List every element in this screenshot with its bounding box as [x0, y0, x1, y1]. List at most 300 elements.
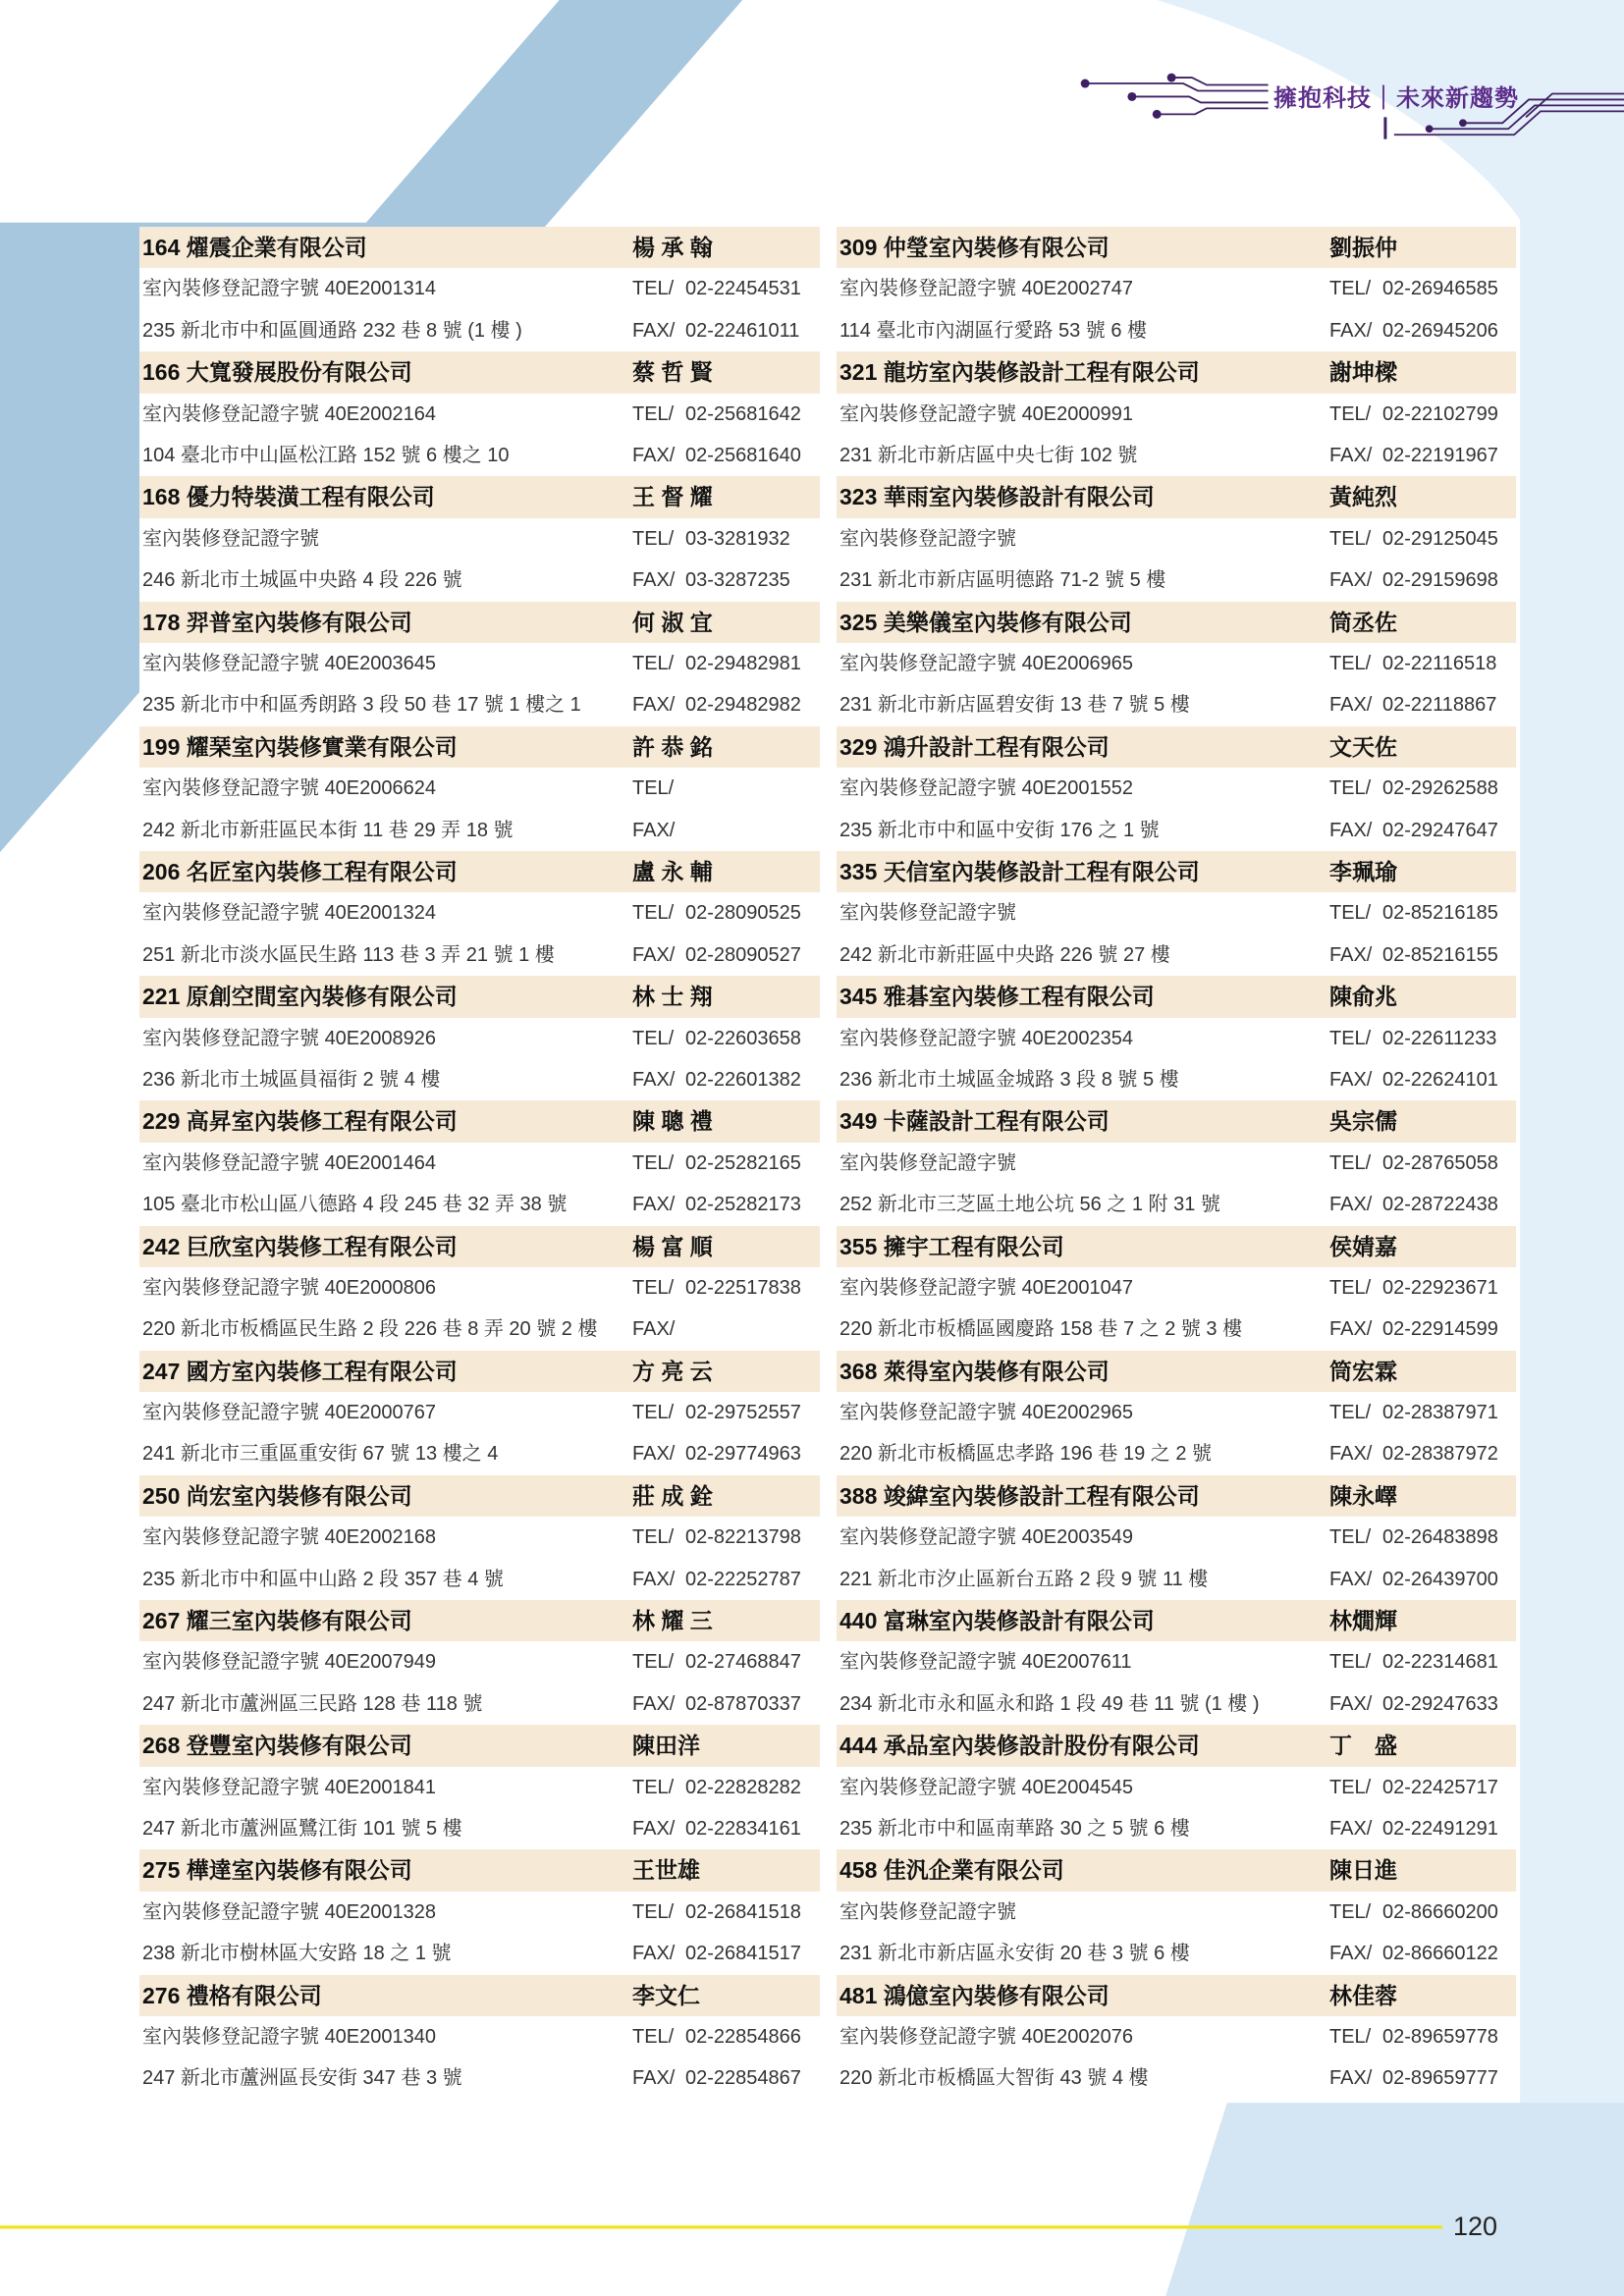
- tel: [1329, 394, 1516, 435]
- license: [139, 394, 632, 435]
- directory-entry: [837, 1351, 1516, 1475]
- tel: [632, 1392, 820, 1433]
- contact-person: 李文仁: [632, 1982, 700, 2008]
- directory-entry: [139, 1226, 820, 1351]
- fax: [632, 1059, 820, 1100]
- license-number: 40E2002965: [1021, 1402, 1134, 1424]
- entry-title: [837, 476, 1329, 517]
- address: 231 新北市新店區永安街 20 巷 3 號 6 樓: [839, 1943, 1190, 1965]
- license-number: 40E2006965: [1021, 652, 1134, 674]
- fax-number: 02-28722438: [1382, 1194, 1498, 1216]
- entry-title: [837, 726, 1329, 768]
- entry-header: [139, 1100, 820, 1142]
- license: [139, 1143, 632, 1184]
- tel: [632, 1767, 820, 1808]
- directory-entry: [139, 1351, 820, 1475]
- company-name: 美樂儀室內裝修有限公司: [883, 609, 1132, 635]
- license: [837, 643, 1329, 684]
- tel-label: TEL/: [632, 1900, 675, 1923]
- fax-number: 03-3287235: [685, 569, 790, 592]
- entry-number: 242: [142, 1233, 181, 1259]
- license: [837, 268, 1329, 309]
- directory-entry: [837, 602, 1516, 726]
- license-row: [837, 892, 1516, 934]
- address-row: [837, 435, 1516, 476]
- company-name: 萊得室內裝修有限公司: [883, 1358, 1110, 1384]
- tel-number: 02-22102799: [1382, 402, 1498, 425]
- address: 234 新北市永和區永和路 1 段 49 巷 11 號 (1 樓 ): [839, 1692, 1260, 1715]
- tel-number: 02-25681642: [685, 402, 801, 425]
- tel: [1329, 1143, 1516, 1184]
- fax-number: 02-22461011: [685, 319, 800, 342]
- fax-number: 02-85216155: [1382, 943, 1498, 966]
- fax-number: 02-28387972: [1382, 1443, 1498, 1466]
- entry-header: [139, 351, 820, 393]
- license: [139, 892, 632, 934]
- license-row: [139, 892, 820, 934]
- address-row: [139, 2057, 820, 2099]
- entry-number: 178: [142, 609, 181, 635]
- fax-label: FAX/: [1329, 1943, 1373, 1965]
- fax-number: 02-26945206: [1382, 319, 1498, 342]
- contact-person: 謝坤樑: [1329, 359, 1397, 386]
- fax-label: FAX/: [632, 1443, 676, 1466]
- tel: [632, 1018, 820, 1059]
- contact-person: 楊 承 翰: [632, 235, 713, 260]
- fax: [632, 1308, 820, 1350]
- license: [139, 518, 632, 560]
- left-column: [139, 227, 820, 2100]
- address-row: [139, 560, 820, 601]
- fax-label: FAX/: [1329, 1443, 1373, 1466]
- entry-header: [139, 1849, 820, 1891]
- entry-number: 335: [839, 858, 878, 884]
- tel-label: TEL/: [632, 278, 675, 300]
- license: [837, 1767, 1329, 1808]
- address: 235 新北市中和區中安街 176 之 1 號: [839, 819, 1160, 841]
- license: [139, 1392, 632, 1433]
- license-label: 室內裝修登記證字號: [839, 777, 1016, 800]
- entry-header: [837, 1975, 1516, 2016]
- address-row: [139, 435, 820, 476]
- entry-title: [139, 1849, 632, 1891]
- license-number: 40E2000767: [324, 1402, 437, 1424]
- license-label: 室內裝修登記證字號: [839, 2026, 1016, 2049]
- entry-header: [837, 351, 1516, 393]
- directory-entry: [837, 1849, 1516, 1974]
- address: 220 新北市板橋區大智街 43 號 4 樓: [839, 2067, 1149, 2090]
- directory-entry: [139, 1725, 820, 1849]
- license-label: 室內裝修登記證字號: [142, 1027, 319, 1049]
- address-row: [837, 1559, 1516, 1600]
- entry-header: [139, 851, 820, 892]
- license-row: [837, 1767, 1516, 1808]
- directory-entry: [837, 1975, 1516, 2100]
- tel: [632, 1641, 820, 1682]
- entry-title: [837, 602, 1329, 643]
- entry-number: 321: [839, 359, 878, 386]
- fax-number: 02-86660122: [1382, 1943, 1498, 1965]
- tel-label: TEL/: [1329, 1651, 1372, 1674]
- entry-header: [139, 1725, 820, 1766]
- entry-number: 309: [839, 235, 878, 260]
- entry-number: 458: [839, 1857, 878, 1884]
- license: [837, 768, 1329, 809]
- address: 236 新北市土城區員福街 2 號 4 樓: [142, 1068, 441, 1091]
- contact-person: 盧 永 輔: [632, 858, 713, 884]
- entry-number: 168: [142, 484, 181, 510]
- contact-person: 蔡 哲 賢: [632, 359, 713, 386]
- license: [837, 1267, 1329, 1308]
- address-row: [139, 1184, 820, 1225]
- tel-label: TEL/: [632, 652, 675, 674]
- address-row: [139, 810, 820, 851]
- fax-number: 02-22624101: [1382, 1068, 1498, 1091]
- fax: [1329, 1683, 1516, 1725]
- license-number: 40E2001841: [324, 1776, 437, 1798]
- fax-label: FAX/: [1329, 1568, 1373, 1590]
- tel: [632, 1143, 820, 1184]
- license: [139, 1267, 632, 1308]
- fax-number: 02-29159698: [1382, 569, 1498, 592]
- entry-number: 325: [839, 609, 878, 635]
- entry-number: 444: [839, 1733, 878, 1759]
- fax-label: FAX/: [632, 1194, 676, 1216]
- entry-number: 267: [142, 1608, 181, 1634]
- license-number: 40E2001047: [1021, 1276, 1134, 1299]
- entry-number: 229: [142, 1108, 181, 1135]
- tel-number: 02-89659778: [1382, 2026, 1498, 2049]
- license: [837, 1892, 1329, 1933]
- address: 105 臺北市松山區八德路 4 段 245 巷 32 弄 38 號: [142, 1194, 568, 1216]
- tel-label: TEL/: [1329, 1151, 1372, 1174]
- license-number: 40E2003549: [1021, 1526, 1134, 1549]
- license-number: 40E2002354: [1021, 1027, 1134, 1049]
- tel-number: 02-22603658: [685, 1027, 801, 1049]
- fax-number: 02-89659777: [1382, 2067, 1498, 2090]
- company-name: 原創空間室內裝修有限公司: [186, 984, 458, 1010]
- entry-title: [837, 1100, 1329, 1142]
- tel: [1329, 1641, 1516, 1682]
- contact-person: 吳宗儒: [1329, 1108, 1397, 1135]
- tel: [632, 268, 820, 309]
- fax-number: 02-25681640: [685, 444, 801, 466]
- entry-title: [139, 1475, 632, 1517]
- entry-header: [837, 1100, 1516, 1142]
- license-label: 室內裝修登記證字號: [142, 1402, 319, 1424]
- license-row: [139, 2016, 820, 2057]
- entry-title: [139, 476, 632, 517]
- tel-label: TEL/: [1329, 1027, 1372, 1049]
- license-number: 40E2001340: [324, 2026, 437, 2049]
- license-label: 室內裝修登記證字號: [142, 1276, 319, 1299]
- license-number: 40E2000991: [1021, 402, 1134, 425]
- tel: [632, 518, 820, 560]
- entry-number: 199: [142, 733, 181, 760]
- entry-title: [837, 227, 1329, 268]
- entry-number: 349: [839, 1108, 878, 1135]
- address: 104 臺北市中山區松江路 152 號 6 樓之 10: [142, 444, 510, 466]
- address: 242 新北市新莊區中央路 226 號 27 樓: [839, 943, 1170, 966]
- directory-entry: [139, 351, 820, 476]
- license-row: [139, 394, 820, 435]
- license-row: [837, 394, 1516, 435]
- tel-number: 02-22828282: [685, 1776, 801, 1798]
- license-number: 40E2002747: [1021, 278, 1134, 300]
- license-number: 40E2002076: [1021, 2026, 1134, 2049]
- contact-person: 楊 富 順: [632, 1233, 713, 1259]
- tel-label: TEL/: [1329, 902, 1372, 925]
- company-name: 華雨室內裝修設計有限公司: [883, 484, 1155, 510]
- license-row: [139, 1892, 820, 1933]
- directory-entry: [139, 1100, 820, 1225]
- license-row: [139, 768, 820, 809]
- company-name: 禮格有限公司: [186, 1982, 322, 2008]
- license-number: 40E2001324: [324, 902, 437, 925]
- entry-title: [837, 1475, 1329, 1517]
- tel-number: 02-85216185: [1382, 902, 1498, 925]
- entry-title: [139, 1975, 632, 2016]
- fax-number: 02-29247647: [1382, 819, 1498, 841]
- address: 231 新北市新店區碧安街 13 巷 7 號 5 樓: [839, 694, 1190, 717]
- tel-label: TEL/: [632, 1276, 675, 1299]
- tel: [632, 1517, 820, 1558]
- fax: [1329, 1059, 1516, 1100]
- address: 235 新北市中和區中山路 2 段 357 巷 4 號: [142, 1568, 504, 1590]
- tel: [632, 394, 820, 435]
- directory-entry: [837, 1100, 1516, 1225]
- tel-label: TEL/: [632, 777, 675, 800]
- fax: [632, 934, 820, 976]
- tel-label: TEL/: [632, 1651, 675, 1674]
- license-label: 室內裝修登記證字號: [839, 1526, 1016, 1549]
- entry-header: [837, 1351, 1516, 1392]
- company-name: 仲瑩室內裝修有限公司: [883, 235, 1110, 260]
- license: [139, 1641, 632, 1682]
- entry-title: [837, 1725, 1329, 1766]
- company-name: 富琳室內裝修設計有限公司: [883, 1608, 1155, 1634]
- license: [139, 1018, 632, 1059]
- license: [837, 1392, 1329, 1433]
- tel-number: 03-3281932: [685, 527, 790, 550]
- contact-person: 方 亮 云: [632, 1358, 713, 1384]
- fax-label: FAX/: [1329, 943, 1373, 966]
- entry-title: [139, 1600, 632, 1641]
- fax: [1329, 435, 1516, 476]
- contact-person: 筒丞佐: [1329, 609, 1397, 635]
- license: [139, 268, 632, 309]
- fax: [632, 1184, 820, 1225]
- address-row: [139, 1808, 820, 1849]
- header-tagline: 擁抱科技｜未來新趨勢: [1273, 84, 1519, 112]
- license-row: [139, 1143, 820, 1184]
- tel-number: 02-82213798: [685, 1526, 801, 1549]
- entry-number: 323: [839, 484, 878, 510]
- fax-number: 02-22854867: [685, 2067, 801, 2090]
- license-row: [139, 518, 820, 560]
- entry-header: [139, 1975, 820, 2016]
- entry-number: 440: [839, 1608, 878, 1634]
- contact-person: 林 耀 三: [632, 1608, 713, 1634]
- fax-label: FAX/: [1329, 444, 1373, 466]
- entry-header: [139, 1351, 820, 1392]
- tel: [1329, 1392, 1516, 1433]
- fax-label: FAX/: [632, 819, 676, 841]
- fax: [632, 1433, 820, 1474]
- license-label: 室內裝修登記證字號: [142, 1900, 319, 1923]
- license-label: 室內裝修登記證字號: [839, 1276, 1016, 1299]
- entry-title: [837, 851, 1329, 892]
- license-row: [837, 643, 1516, 684]
- tel-label: TEL/: [1329, 1402, 1372, 1424]
- contact-person: 王 督 耀: [632, 484, 713, 510]
- license: [139, 1517, 632, 1558]
- license-row: [837, 1392, 1516, 1433]
- license-number: 40E2007949: [324, 1651, 437, 1674]
- entry-number: 247: [142, 1358, 181, 1384]
- tel: [1329, 268, 1516, 309]
- license-label: 室內裝修登記證字號: [839, 1651, 1016, 1674]
- entry-header: [837, 476, 1516, 517]
- fax-number: 02-22601382: [685, 1068, 801, 1091]
- directory-entry: [139, 1600, 820, 1725]
- license-label: 室內裝修登記證字號: [142, 1776, 319, 1798]
- tel-number: 02-86660200: [1382, 1900, 1498, 1923]
- address: 246 新北市土城區中央路 4 段 226 號: [142, 569, 462, 592]
- license-label: 室內裝修登記證字號: [142, 902, 319, 925]
- license-row: [837, 1143, 1516, 1184]
- directory-entry: [139, 602, 820, 726]
- entry-header: [139, 602, 820, 643]
- directory-entry: [837, 1475, 1516, 1600]
- fax-label: FAX/: [632, 2067, 676, 2090]
- fax: [632, 1933, 820, 1974]
- address: 247 新北市蘆洲區長安街 347 巷 3 號: [142, 2067, 462, 2090]
- tel-label: TEL/: [1329, 1776, 1372, 1798]
- fax: [632, 1683, 820, 1725]
- company-name: 雅碁室內裝修工程有限公司: [883, 984, 1155, 1010]
- tel-number: 02-26946585: [1382, 278, 1498, 300]
- contact-person: 劉振仲: [1329, 235, 1397, 260]
- tel-number: 02-22425717: [1382, 1776, 1498, 1798]
- entry-title: [139, 1725, 632, 1766]
- license-number: 40E2001552: [1021, 777, 1134, 800]
- license: [837, 1018, 1329, 1059]
- tel-number: 02-27468847: [685, 1651, 801, 1674]
- license-number: 40E2001328: [324, 1900, 437, 1923]
- license-label: 室內裝修登記證字號: [142, 2026, 319, 2049]
- tel: [1329, 1517, 1516, 1558]
- tel-number: 02-28387971: [1382, 1402, 1498, 1424]
- address: 238 新北市樹林區大安路 18 之 1 號: [142, 1943, 452, 1965]
- directory-entry: [837, 1226, 1516, 1351]
- fax-label: FAX/: [632, 694, 676, 717]
- entry-header: [837, 976, 1516, 1017]
- entry-number: 355: [839, 1233, 878, 1259]
- fax: [632, 2057, 820, 2099]
- contact-person: 王世雄: [632, 1857, 700, 1884]
- entry-title: [837, 1351, 1329, 1392]
- entry-title: [837, 1975, 1329, 2016]
- entry-title: [837, 976, 1329, 1017]
- fax-number: 02-25282173: [685, 1194, 801, 1216]
- entry-header: [139, 1226, 820, 1267]
- fax: [1329, 310, 1516, 351]
- entry-header: [837, 1226, 1516, 1267]
- address: 220 新北市板橋區民生路 2 段 226 巷 8 弄 20 號 2 樓: [142, 1318, 598, 1341]
- tel-number: 02-29752557: [685, 1402, 801, 1424]
- tel-label: TEL/: [1329, 1526, 1372, 1549]
- tel-label: TEL/: [1329, 527, 1372, 550]
- entry-header: [837, 1475, 1516, 1517]
- tel: [1329, 1018, 1516, 1059]
- entry-header: [837, 1849, 1516, 1891]
- license-number: 40E2002164: [324, 402, 437, 425]
- directory-entry: [837, 351, 1516, 476]
- tel-number: 02-29262588: [1382, 777, 1498, 800]
- tel-label: TEL/: [1329, 1276, 1372, 1299]
- fax: [1329, 2057, 1516, 2099]
- company-name: 佳汎企業有限公司: [883, 1857, 1064, 1884]
- address-row: [837, 1184, 1516, 1225]
- tel-number: 02-29125045: [1382, 527, 1498, 550]
- fax: [1329, 1559, 1516, 1600]
- tel-number: 02-25282165: [685, 1151, 801, 1174]
- directory-entry: [139, 1975, 820, 2100]
- address-row: [837, 1683, 1516, 1725]
- tel-label: TEL/: [632, 527, 675, 550]
- address: 252 新北市三芝區土地公坑 56 之 1 附 31 號: [839, 1194, 1220, 1216]
- company-name: 卡薩設計工程有限公司: [883, 1108, 1110, 1135]
- fax: [1329, 1308, 1516, 1350]
- tel: [1329, 1892, 1516, 1933]
- directory-entry: [837, 976, 1516, 1100]
- fax-number: 02-22491291: [1382, 1818, 1498, 1841]
- company-name: 耀琹室內裝修實業有限公司: [186, 733, 458, 760]
- contact-person: 陳永嶧: [1329, 1482, 1397, 1509]
- tel-label: TEL/: [632, 402, 675, 425]
- license-row: [139, 1018, 820, 1059]
- directory-entry: [139, 1849, 820, 1974]
- address-row: [837, 1059, 1516, 1100]
- license: [139, 643, 632, 684]
- license-row: [837, 768, 1516, 809]
- directory-entry: [139, 227, 820, 351]
- fax: [1329, 1433, 1516, 1474]
- license: [139, 2016, 632, 2057]
- tel: [1329, 1267, 1516, 1308]
- fax-label: FAX/: [1329, 1318, 1373, 1341]
- fax-label: FAX/: [632, 1068, 676, 1091]
- address: 242 新北市新莊區民本街 11 巷 29 弄 18 號: [142, 819, 514, 841]
- tel-label: TEL/: [632, 1776, 675, 1798]
- tel-label: TEL/: [632, 2026, 675, 2049]
- entry-number: 276: [142, 1982, 181, 2008]
- entry-title: [139, 976, 632, 1017]
- tel: [1329, 518, 1516, 560]
- entry-number: 206: [142, 858, 181, 884]
- fax: [632, 560, 820, 601]
- license-row: [837, 1018, 1516, 1059]
- address-row: [139, 1059, 820, 1100]
- entry-header: [139, 227, 820, 268]
- directory-entry: [139, 726, 820, 851]
- entry-number: 388: [839, 1482, 878, 1509]
- entry-number: 481: [839, 1982, 878, 2008]
- license-row: [139, 1517, 820, 1558]
- directory-entry: [139, 851, 820, 976]
- tel-number: 02-22923671: [1382, 1276, 1498, 1299]
